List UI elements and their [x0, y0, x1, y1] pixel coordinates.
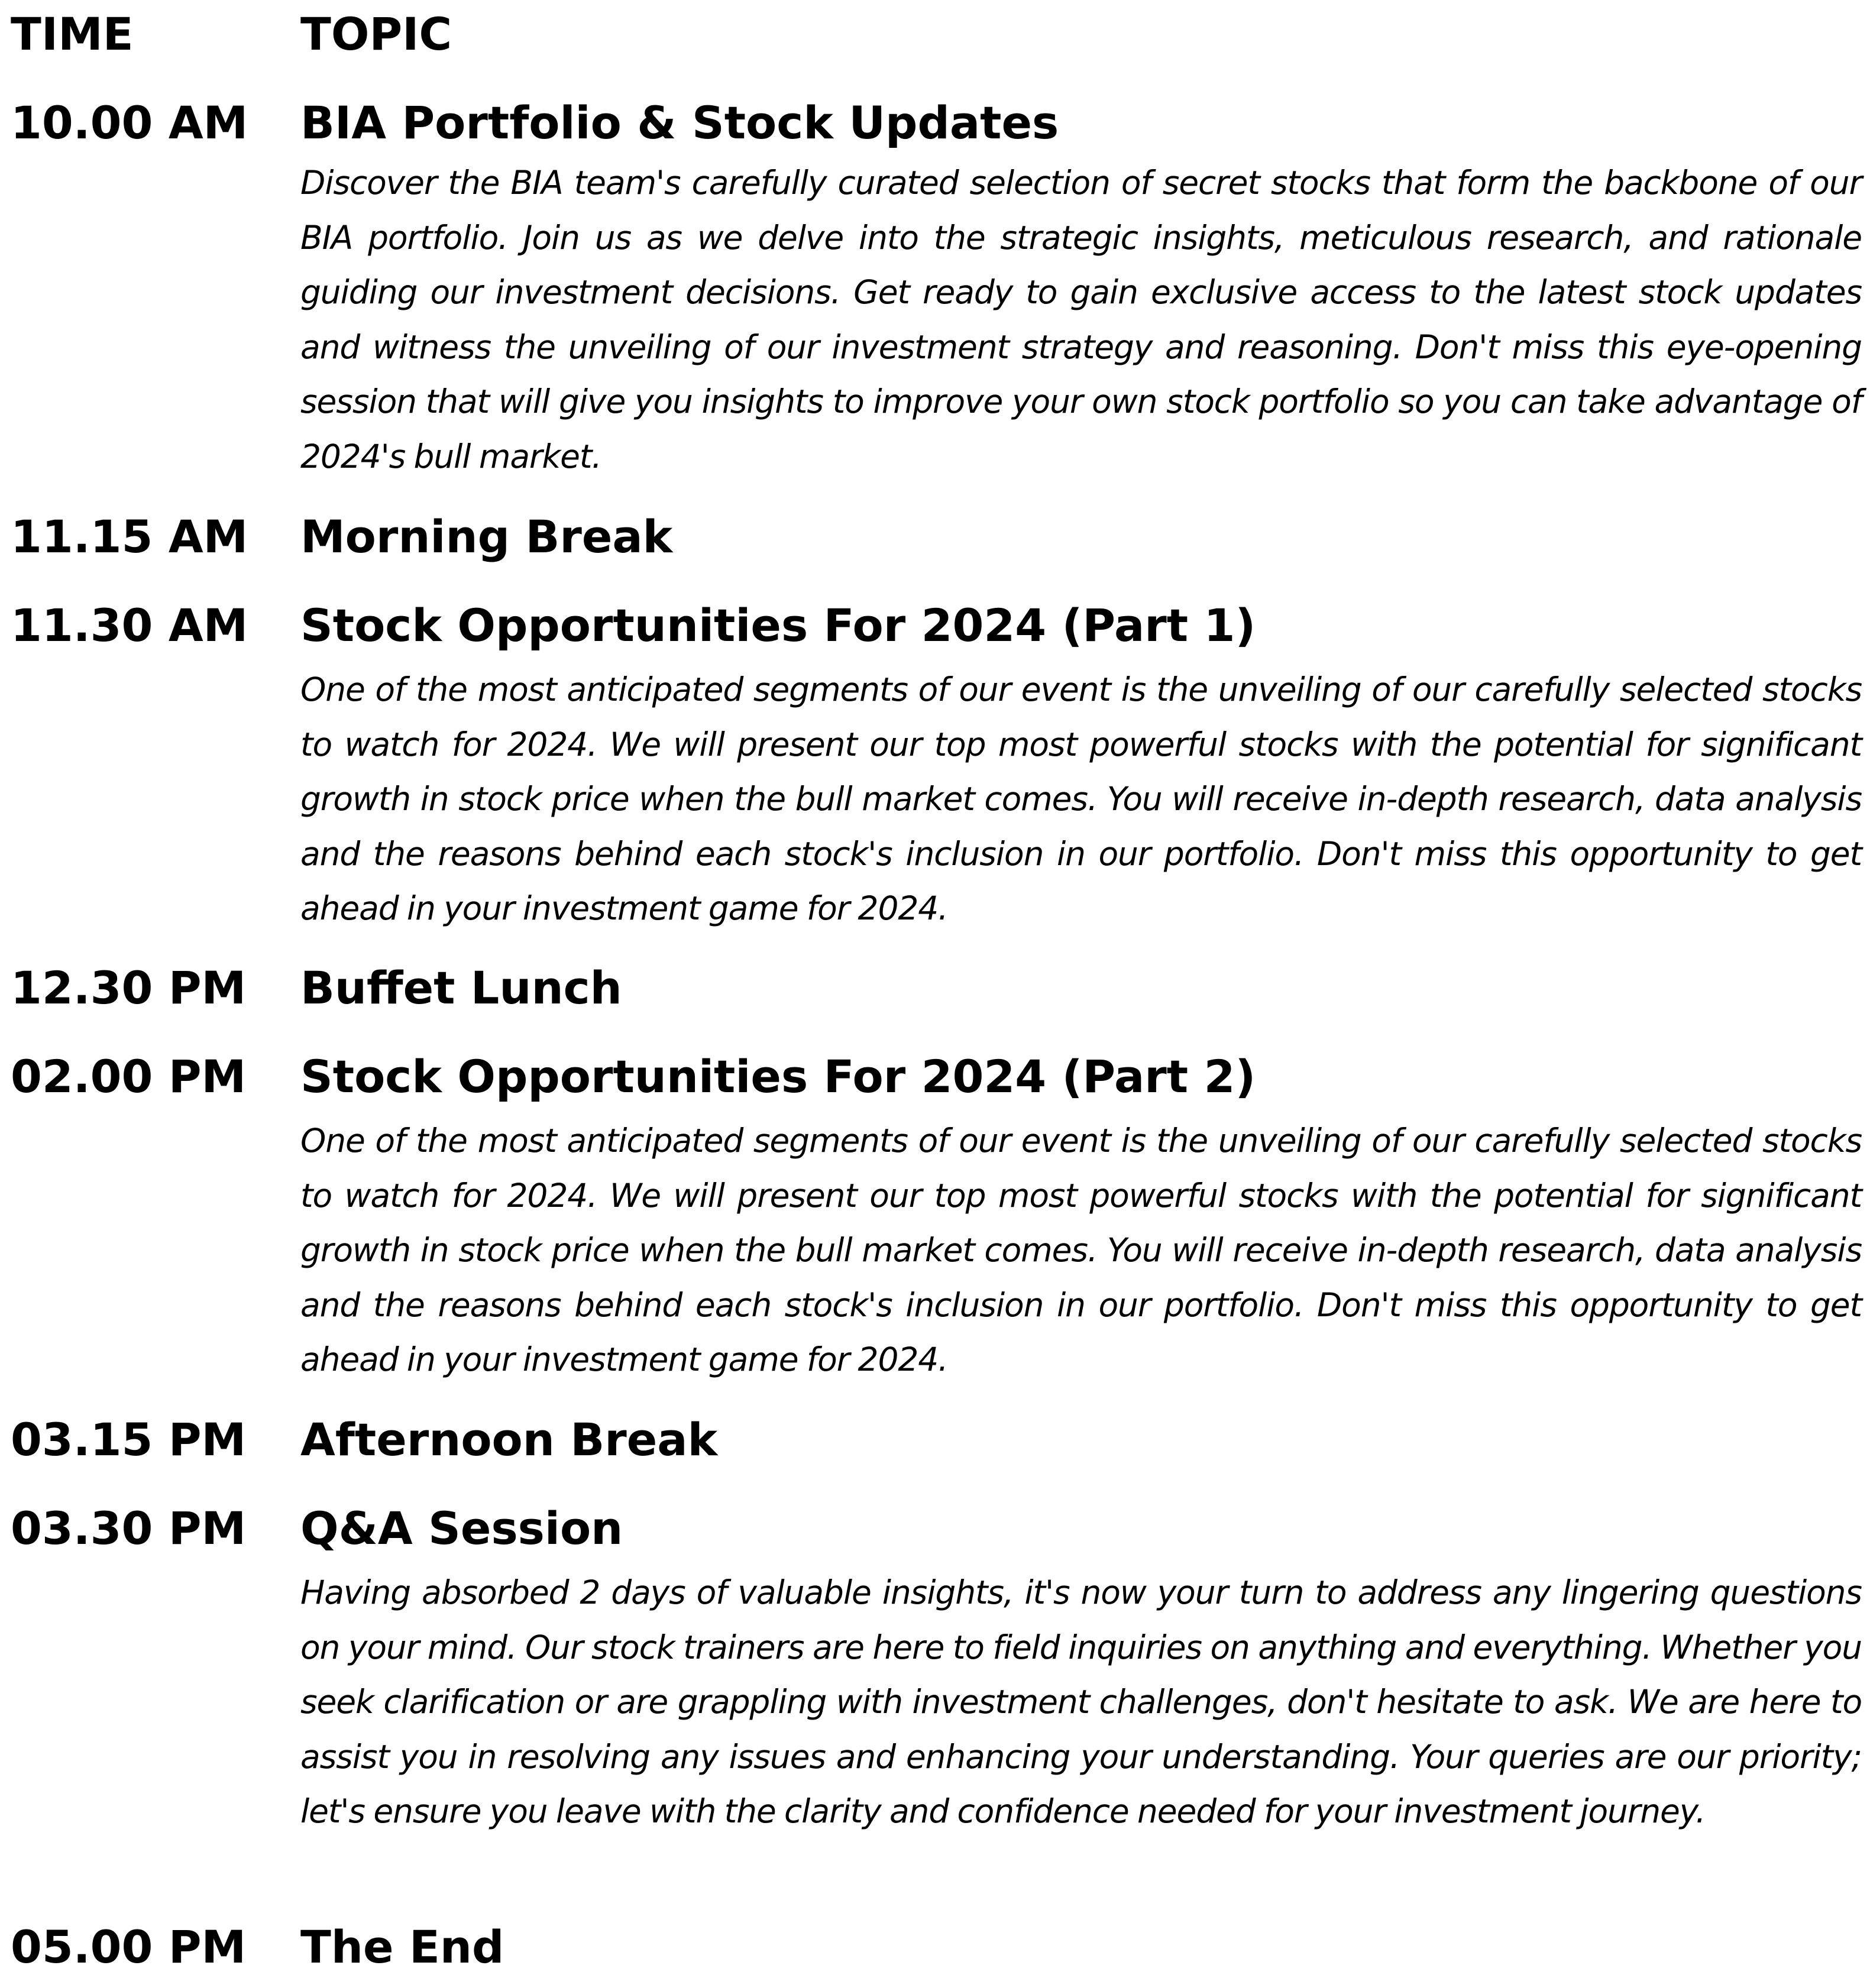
- item-title: Morning Break: [300, 510, 673, 563]
- item-title: The End: [300, 1921, 504, 1973]
- item-title: Afternoon Break: [300, 1413, 718, 1466]
- item-time: 05.00 PM: [11, 1921, 247, 1973]
- item-title: BIA Portfolio & Stock Updates: [300, 96, 1059, 149]
- item-time: 02.00 PM: [11, 1050, 247, 1103]
- item-time: 12.30 PM: [11, 961, 247, 1014]
- item-time: 10.00 AM: [11, 96, 248, 149]
- item-title: Q&A Session: [300, 1502, 623, 1555]
- time-column-header: TIME: [11, 8, 134, 60]
- item-description: One of the most anticipated segments of our event is the unveiling of our carefully selected stocks to watch for 2024. We will present our top most powerful stocks with the potential for significant growth in stock price when the bull market comes. You will receive in-depth research, data analysis and the reasons behind each stock's inclusion in our portfolio. Don't miss this opportunity to get ahead in your investment game for 2024.: [300, 1122, 1862, 1378]
- item-time: 03.30 PM: [11, 1502, 247, 1555]
- item-title: Stock Opportunities For 2024 (Part 2): [300, 1050, 1256, 1103]
- topic-column-header: TOPIC: [300, 8, 452, 60]
- item-title: Buffet Lunch: [300, 961, 622, 1014]
- item-description: One of the most anticipated segments of our event is the unveiling of our carefully selected stocks to watch for 2024. We will present our top most powerful stocks with the potential for significant growth in stock price when the bull market comes. You will receive in-depth research, data analysis and the reasons behind each stock's inclusion in our portfolio. Don't miss this opportunity to get ahead in your investment game for 2024.: [300, 671, 1862, 927]
- item-time: 03.15 PM: [11, 1413, 247, 1466]
- item-time: 11.15 AM: [11, 510, 248, 563]
- item-description: Having absorbed 2 days of valuable insights, it's now your turn to address any lingering questions on your mind. Our stock trainers are here to field inquiries on anything and everything. Whether you seek clarification or are grappling with investment challenges, don't hesitate to ask. We are here to assist you in resolving any issues and enhancing your understanding. Your queries are our priority; let's ensure you leave with the clarity and confidence needed for your investment journey.: [300, 1573, 1862, 1830]
- item-time: 11.30 AM: [11, 599, 248, 652]
- item-description: Discover the BIA team's carefully curated selection of secret stocks that form the backbone of our BIA portfolio. Join us as we delve into the strategic insights, meticulous research, and rationale guiding our investment decisions. Get ready to gain exclusive access to the latest stock updates and witness the unveiling of our investment strategy and reasoning. Don't miss this eye-opening session that will give you insights to improve your own stock portfolio so you can take advantage of 2024's bull market.: [300, 164, 1862, 475]
- item-title: Stock Opportunities For 2024 (Part 1): [300, 599, 1256, 652]
